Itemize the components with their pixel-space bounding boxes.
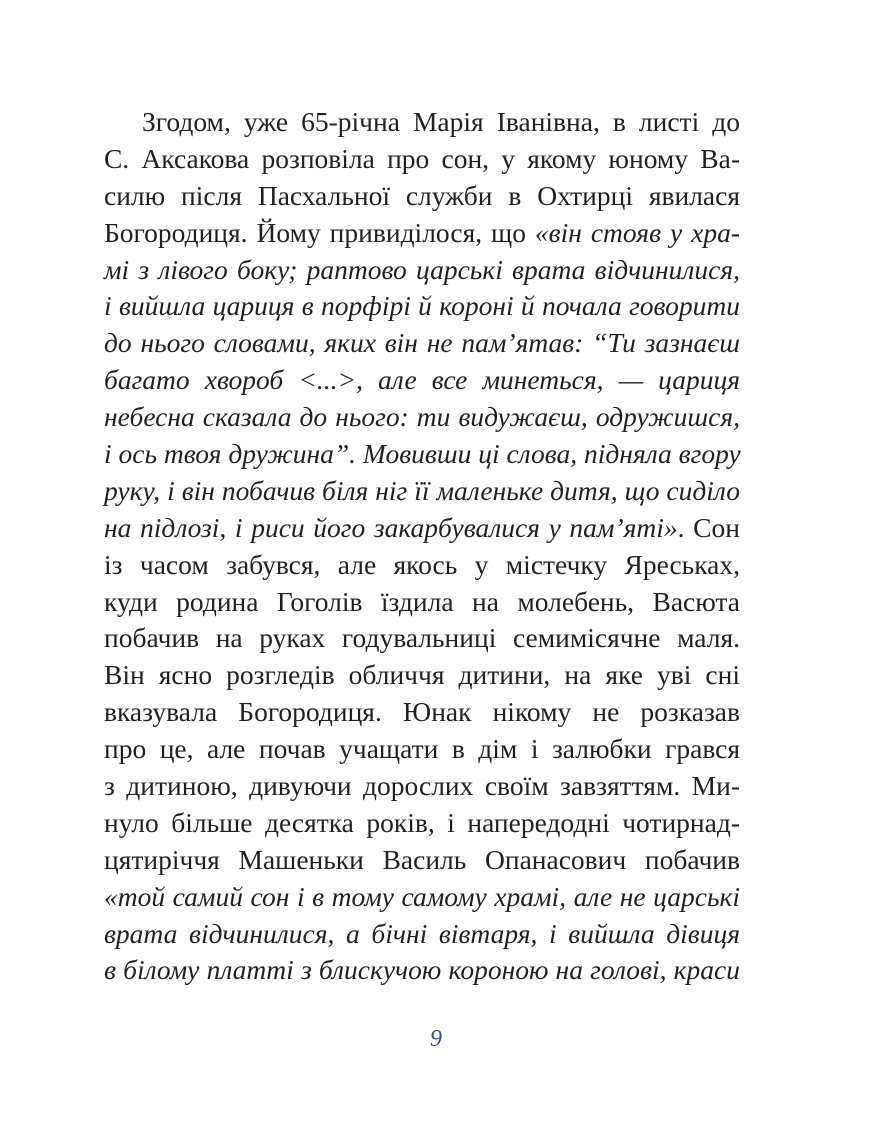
text-segment: про це, але почав учащати в дім і залюбки грався xyxy=(104,733,740,765)
italic-quote-segment: мі з лівого боку; раптово царські врата відчинилися, xyxy=(104,253,740,285)
text-segment: куди родина Гоголів їздила на молебень, Васюта xyxy=(104,585,740,617)
italic-quote-segment: і ось твоя дружина”. Мовивши ці слова, підняла вгору xyxy=(104,438,741,470)
italic-quote-segment: врата відчинилися, а бічні вівтаря, і вийшла дівиця xyxy=(104,917,740,949)
text-line xyxy=(104,399,740,436)
text-line xyxy=(104,104,740,141)
text-segment: Згодом, уже 65-річна Марія Іванівна, в листі до xyxy=(142,106,740,137)
text-segment: С. Аксакова розповіла про сон, у якому юному Ва- xyxy=(104,142,740,174)
italic-quote-segment: в білому платті з блискучою короною на голові, краси xyxy=(104,954,740,986)
text-line xyxy=(104,473,740,510)
text-line xyxy=(104,141,740,178)
text-segment: з дитиною, дивуючи дорослих своїм завзяттям. Ми- xyxy=(104,770,740,802)
text-line xyxy=(104,325,740,362)
italic-quote-segment: до нього словами, яких він не пам’ятав: “Ти зазнаєш xyxy=(104,327,740,359)
text-line xyxy=(104,879,740,916)
text-line xyxy=(104,952,740,989)
text-line xyxy=(104,657,740,694)
italic-quote-segment: і вийшла цариця в порфірі й короні й почала говорити xyxy=(104,290,740,322)
body-text xyxy=(104,104,740,989)
text-line xyxy=(104,436,740,473)
text-line xyxy=(104,731,740,768)
page-number: 9 xyxy=(430,1026,442,1052)
text-segment: . Сон xyxy=(677,511,740,543)
text-line xyxy=(104,768,740,805)
italic-quote-segment: «той самий сон і в тому самому храмі, але не царські xyxy=(104,880,740,912)
text-line xyxy=(104,288,740,325)
text-line xyxy=(104,842,740,879)
text-segment: Богородиця. Йому привиділося, що xyxy=(104,216,535,248)
text-line xyxy=(104,547,740,584)
text-line xyxy=(104,215,740,252)
text-line xyxy=(104,510,740,547)
text-line xyxy=(104,362,740,399)
text-line xyxy=(104,252,740,289)
text-line xyxy=(104,584,740,621)
text-segment: Він ясно розгледів обличчя дитини, на яке уві сні xyxy=(104,659,740,691)
text-line xyxy=(104,694,740,731)
italic-quote-segment: на підлозі, і риси його закарбувалися у пам’яті» xyxy=(104,511,678,543)
text-line xyxy=(104,178,740,215)
text-line xyxy=(104,620,740,657)
text-segment: вказувала Богородиця. Юнак нікому не розказав xyxy=(104,696,740,728)
text-segment: нуло більше десятка років, і напередодні чотирнад- xyxy=(104,806,740,838)
italic-quote-segment: «він стояв у хра- xyxy=(534,216,740,248)
italic-quote-segment: багато хвороб <...>, але все минеться, — цариця xyxy=(104,364,740,396)
text-line xyxy=(104,805,740,842)
italic-quote-segment: руку, і він побачив біля ніг її маленьке дитя, що сиділо xyxy=(104,474,740,506)
text-line xyxy=(104,916,740,953)
text-segment: цятиріччя Машеньки Василь Опанасович побачив xyxy=(104,843,740,875)
italic-quote-segment: небесна сказала до нього: ти видужаєш, одружишся, xyxy=(104,401,740,433)
text-segment: із часом забувся, але якось у містечку Яреськах, xyxy=(104,548,740,580)
text-segment: силю після Пасхальної служби в Охтирці явилася xyxy=(104,179,740,211)
text-segment: побачив на руках годувальниці семимісячне маля. xyxy=(104,622,740,654)
